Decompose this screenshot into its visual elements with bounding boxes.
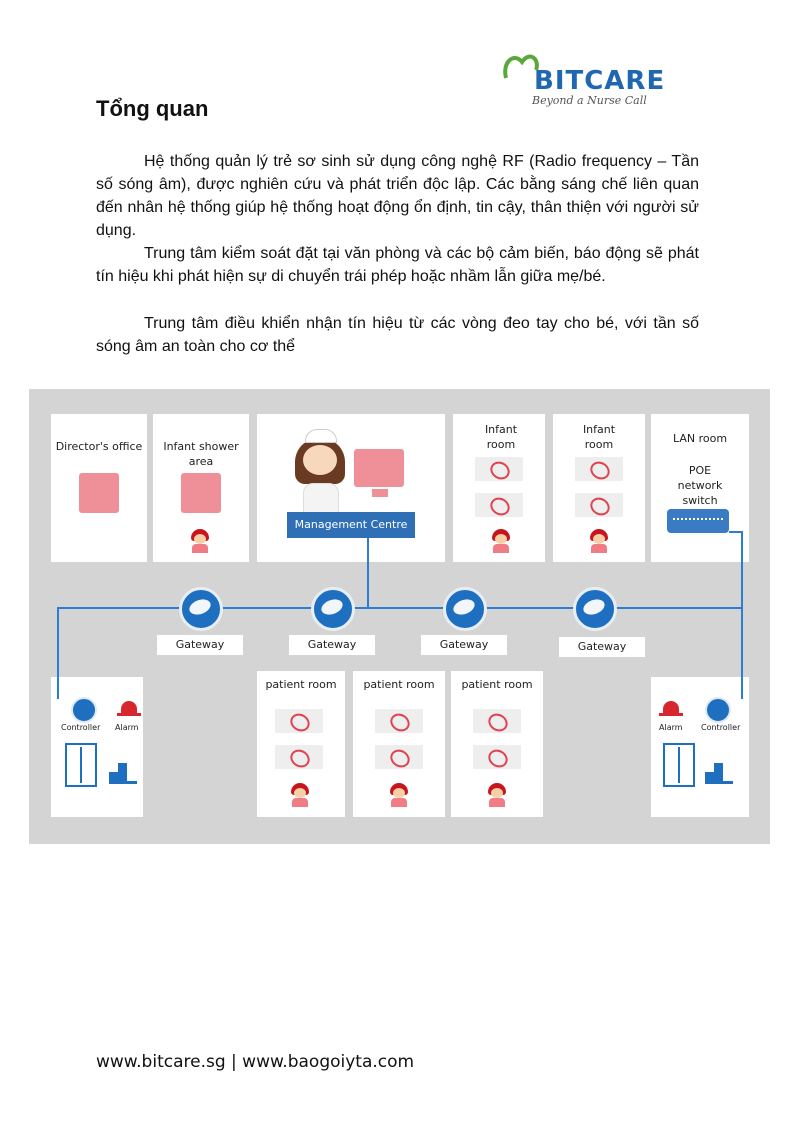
controller-icon — [705, 697, 731, 723]
wristband-icon — [473, 709, 521, 733]
stairs-icon — [705, 755, 733, 784]
alarm-icon — [121, 701, 137, 715]
management-centre-label: Management Centre — [287, 512, 415, 538]
patient-room-2-label: patient room — [363, 678, 435, 691]
logo-name: BITCARE — [534, 66, 666, 96]
elevator-icon — [65, 743, 97, 787]
wristband-icon — [475, 493, 523, 517]
controller-icon — [71, 697, 97, 723]
mother-icon — [290, 783, 310, 807]
left-controller-label: Controller — [61, 723, 101, 732]
bitcare-logo — [500, 44, 700, 114]
management-link-line — [367, 538, 369, 609]
infant-shower-label: Infant shower area — [163, 440, 239, 468]
patient-room-3-label: patient room — [461, 678, 533, 691]
paragraph-2: Trung tâm kiểm soát đặt tại văn phòng và các bộ cảm biến, báo động sẽ phát tín hiệu khi phát hiện sự di chuyển trái phép hoặc nhầm lẫn giữa mẹ/bé. — [96, 245, 699, 285]
gateway-label: Gateway — [421, 635, 507, 655]
wristband-icon — [375, 709, 423, 733]
lan-room-label: LAN room — [672, 432, 728, 445]
infant-room-2-label: Infant room — [582, 423, 616, 451]
mother-icon — [389, 783, 409, 807]
switch-link-line — [729, 531, 743, 533]
network-bus-line — [57, 607, 741, 609]
elevator-icon — [663, 743, 695, 787]
gateway-label: Gateway — [157, 635, 243, 655]
wristband-icon — [575, 457, 623, 481]
gateway-icon — [179, 587, 223, 631]
left-network-line — [57, 607, 59, 699]
poe-switch-label: POE network switch — [677, 464, 723, 507]
monitor-icon — [354, 449, 404, 487]
right-controller-label: Controller — [701, 723, 741, 732]
gateway-label: Gateway — [289, 635, 375, 655]
right-alarm-label: Alarm — [659, 723, 683, 732]
logo-tagline: Beyond a Nurse Call — [532, 94, 647, 107]
mother-icon — [491, 529, 511, 553]
directors-office-label: Director's office — [55, 440, 143, 453]
patient-room-1-label: patient room — [265, 678, 337, 691]
right-network-line — [741, 531, 743, 699]
mother-icon — [487, 783, 507, 807]
gateway-icon — [443, 587, 487, 631]
poe-switch-icon — [667, 509, 729, 533]
infant-room-1-label: Infant room — [484, 423, 518, 451]
wristband-icon — [575, 493, 623, 517]
footer-links: www.bitcare.sg | www.baogoiyta.com — [96, 1052, 415, 1072]
wristband-icon — [473, 745, 521, 769]
gateway-icon — [311, 587, 355, 631]
mother-icon — [589, 529, 609, 553]
bathtub-icon — [181, 473, 221, 513]
management-panel — [257, 414, 445, 562]
alarm-icon — [663, 701, 679, 715]
left-alarm-label: Alarm — [115, 723, 139, 732]
wristband-icon — [275, 745, 323, 769]
paragraph-1: Hệ thống quản lý trẻ sơ sinh sử dụng công nghệ RF (Radio frequency – Tần số sóng âm), được nghiên cứu và phát triển độc lập. Các bằng sáng chế liên quan đến nhân hệ thống giúp hệ thống hoạt động ổn định, tin cậy, thân thiện với người sử dụng. — [96, 153, 699, 239]
mother-icon — [190, 529, 210, 553]
wristband-icon — [375, 745, 423, 769]
office-desk-icon — [79, 473, 119, 513]
gateway-icon — [573, 587, 617, 631]
nurse-icon — [291, 429, 349, 511]
wristband-icon — [275, 709, 323, 733]
gateway-label: Gateway — [559, 637, 645, 657]
paragraph-3: Trung tâm điều khiển nhận tín hiệu từ các vòng đeo tay cho bé, với tần số sóng âm an toàn cho cơ thể — [96, 315, 699, 355]
page-title: Tổng quan — [96, 96, 209, 121]
stairs-icon — [109, 755, 137, 784]
wristband-icon — [475, 457, 523, 481]
system-diagram — [29, 389, 770, 844]
